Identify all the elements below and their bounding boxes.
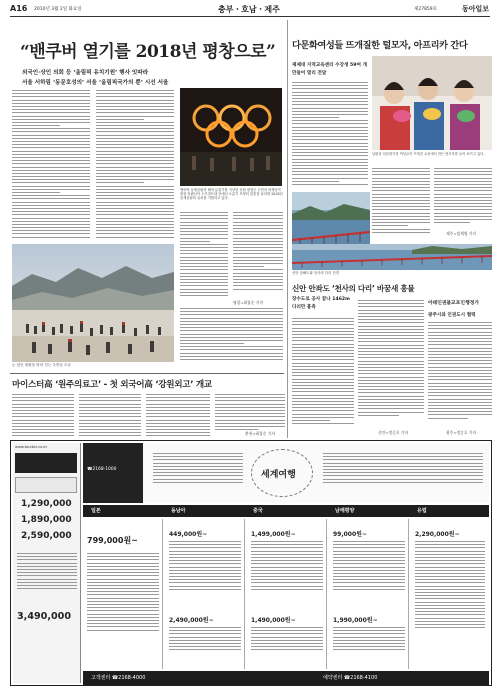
ad-left-phone-box: [15, 453, 77, 473]
ad-section-tab-2[interactable]: 동남아: [171, 508, 186, 514]
ad-footer-call[interactable]: 고객센터 ☎2168-4000: [91, 675, 146, 681]
right-headline: 다문화여성들 뜨개질한 털모자, 아프리카 간다: [292, 40, 468, 51]
ad-grid-col-3-text-lower: [251, 627, 323, 665]
page-number: A16: [10, 4, 28, 13]
column-divider: [287, 20, 288, 438]
fire-rings-caption: 밴쿠버 동계올림픽 폐막 분위기를 겨냥한 강원 평창군 주민과 학생들이 평창 알펜시아 스키점프대 앞에서 오륜기 모양의 불꽃을 돌리며 2018년 동계올림픽 유치를 기원하고 있다.: [180, 188, 283, 200]
ad-section-tab-3[interactable]: 중국: [253, 508, 263, 514]
ad-grid-col-3: [247, 519, 327, 669]
ad-price-4: 99,000원~: [333, 531, 367, 538]
ad-grid-col-1: [83, 519, 163, 669]
brief-subhead: 광주시와 인권도시 협력: [428, 313, 476, 318]
ad-price-7: 1,990,000원~: [333, 617, 378, 624]
ad-left-title-box: [15, 477, 77, 493]
edition-info: 제27859호: [414, 7, 438, 12]
ad-banner-phone-box: [83, 443, 143, 503]
main-subhead-1: 외국인·상인 의회 등 ‘올림픽 유치기원’ 행사 잇따라: [22, 70, 149, 76]
right-story-column-1: [292, 82, 368, 188]
ad-left-fine-print: [17, 553, 77, 603]
right-byline: 제주=임재영 기자: [446, 231, 477, 236]
lower-story-column-1: [12, 394, 74, 438]
ad-grid-col-4-text: [333, 541, 405, 611]
right-story-column-3: [434, 168, 492, 234]
women-photo-caption: 남편과 다문화가정 여성들이 뜨개질 교실에서 만든 털모자를 들어 보이고 있다.: [372, 152, 485, 156]
main-byline: 평창=최창순 기자: [233, 300, 264, 305]
ad-section-tab-4[interactable]: 남태평양: [335, 508, 355, 514]
landscape-photo: [12, 244, 174, 362]
ad-grid-col-2: [165, 519, 245, 669]
ad-grid-col-3-text: [251, 541, 323, 611]
section-title: 충부ㆍ호남ㆍ제주: [218, 5, 280, 14]
women-illustration: [372, 56, 492, 150]
bridge-byline: 신안=정승호 기자: [378, 430, 409, 435]
lower-story-divider: [10, 373, 284, 374]
landscape-caption: 눈 덮인 평원을 따라 걷는 주민들 모습: [12, 363, 71, 367]
ad-left-price-1: 1,290,000: [21, 499, 72, 509]
ad-footer: [83, 671, 489, 685]
bridge-subhead: 장수도로 공사 끝나 1462m 다리만 흉측: [292, 297, 350, 310]
ad-section-tab-1[interactable]: 일본: [91, 508, 101, 514]
ad-grid-col-5: [411, 519, 489, 669]
ad-title: 세계여행: [261, 470, 296, 480]
ad-grid-col-1-text: [87, 553, 159, 663]
ad-price-8: 2,290,000원~: [415, 531, 460, 538]
ad-grid-col-5-text: [415, 541, 485, 665]
ad-phone[interactable]: ☎2168-1000: [87, 467, 117, 472]
ad-grid-col-2-text: [169, 541, 241, 611]
brief-byline: 광주=정승호 기자: [446, 430, 477, 435]
main-story-column-4: [233, 212, 283, 302]
ad-price-5: 2,490,000원~: [169, 617, 214, 624]
main-subhead-2: 서울 서하림 ‘동문호성의’ 서울 ‘올림픽국가의 뿐’ 시선 서울: [22, 80, 169, 86]
ad-left-price-3: 2,590,000: [21, 531, 72, 541]
right-story-column-2: [372, 168, 430, 238]
ad-section-tab-5[interactable]: 유럽: [417, 508, 427, 514]
ad-section-tabs: [83, 505, 489, 517]
main-story-column-3: [180, 212, 228, 302]
fire-rings-photo: [180, 88, 282, 186]
ad-grid-col-4: [329, 519, 409, 669]
main-headline: “밴쿠버 열기를 2018년 평창으로”: [20, 42, 276, 62]
right-subhead: 제제대 지역교육센터 수강생 59여 개 만들어 멀리 전달: [292, 63, 367, 76]
lower-story-column-2: [79, 394, 141, 438]
bridge-wide-illustration: [292, 244, 492, 270]
lower-story-column-3: [146, 394, 210, 438]
lower-byline: 춘천=최창순 기자: [245, 431, 276, 436]
ad-grid-col-2-text-lower: [169, 627, 241, 665]
middle-story-column: [180, 308, 283, 364]
ad-left-panel: [13, 443, 81, 683]
ad-banner-fine-print: [153, 453, 243, 493]
ad-price-6: 1,490,000원~: [251, 617, 296, 624]
ad-banner-fine-print-right: [323, 453, 483, 493]
main-story-column-2: [96, 90, 174, 240]
bridge-wide-photo: [292, 244, 492, 270]
lower-story-column-4: [215, 394, 285, 434]
brief-headline: 아태인권불교포인행정가: [428, 301, 479, 306]
bridge-story-column-2: [358, 300, 424, 432]
bridge-headline: 신안 안좌도 ‘천사의 다리’ 바꿈새 흥물: [292, 284, 415, 293]
masthead: 동아일보: [462, 4, 490, 13]
landscape-illustration: [12, 244, 174, 362]
issue-date: 2010년 3월 2일 화요일: [34, 7, 82, 12]
ad-left-price-4: 3,490,000: [17, 611, 72, 622]
ad-banner: [83, 443, 489, 503]
ad-price-1: 799,000원~: [87, 536, 138, 545]
women-photo: [372, 56, 492, 150]
brief-column-text: [428, 322, 492, 430]
lower-headline: 마이스터高 ‘원주의료고’ - 첫 외국어高 ‘강원외고’ 개교: [12, 380, 212, 390]
ad-footer-phone[interactable]: 예약센터 ☎2168-4100: [323, 675, 378, 681]
fire-rings-illustration: [180, 88, 282, 186]
ad-left-price-2: 1,890,000: [21, 515, 72, 525]
ad-url[interactable]: www.tourbiz.co.kr: [15, 445, 48, 449]
bridge-caption: 신안 압해도와 천사의 다리 전경: [292, 271, 339, 275]
ad-block: [10, 440, 492, 686]
bridge-story-column-1: [292, 318, 354, 436]
ad-price-3: 1,499,000원~: [251, 531, 296, 538]
ad-grid-col-4-text-lower: [333, 627, 405, 665]
ad-price-2: 449,000원~: [169, 531, 208, 538]
page-header: [10, 3, 490, 17]
main-story-column-1: [12, 90, 90, 240]
